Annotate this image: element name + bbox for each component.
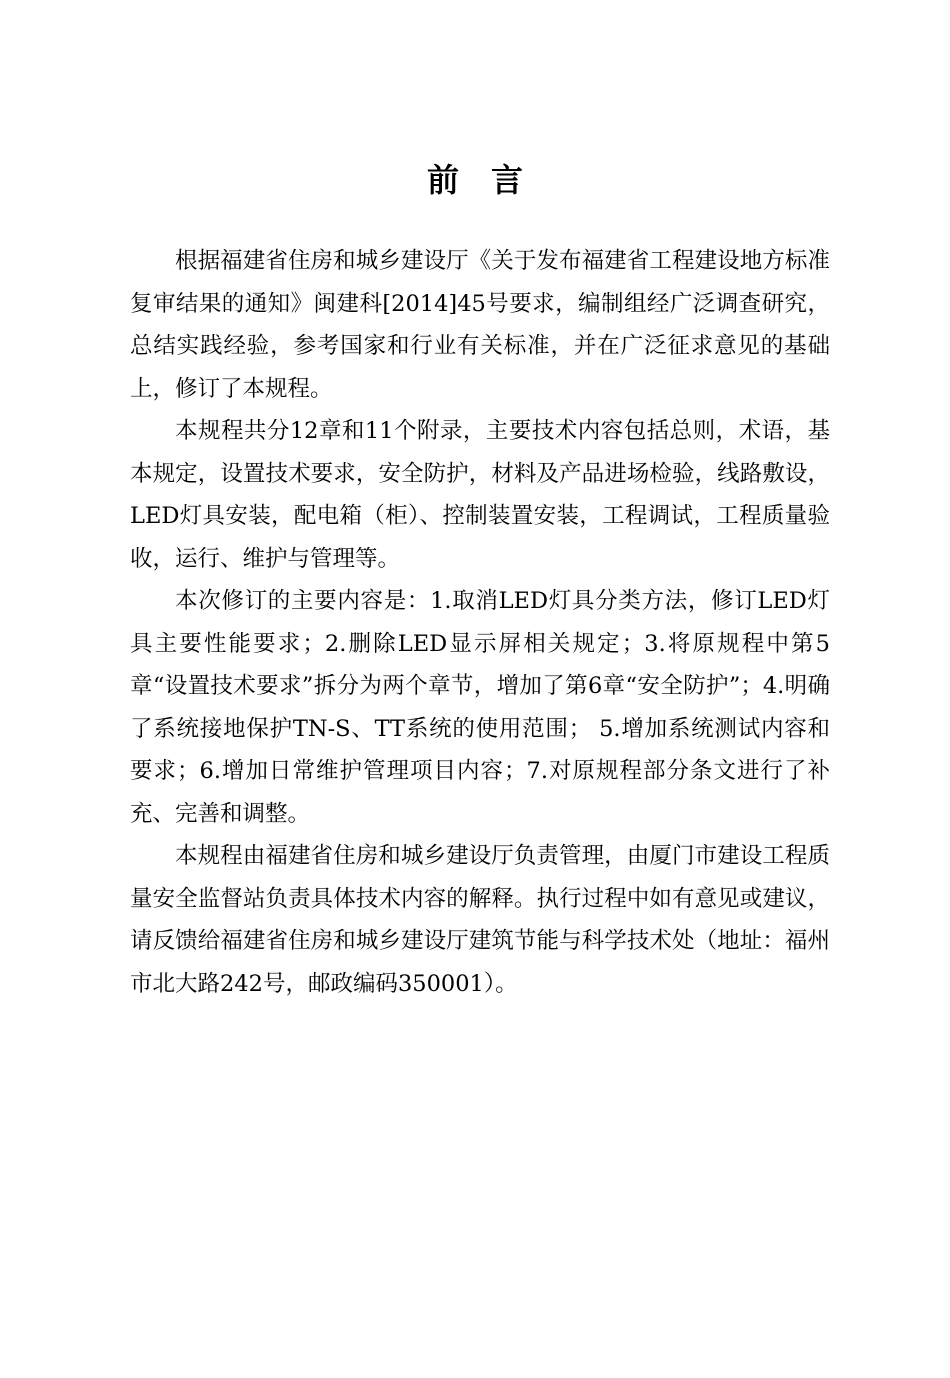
paragraph-revision-changes: 本次修订的主要内容是：1.取消LED灯具分类方法，修订LED灯具主要性能要求；2.删除LED显示屏相关规定；3.将原规程中第5章“设置技术要求”拆分为两个章节，增加了第6章“安全防护”；4.明确了系统接地保护TN-S、TT系统的使用范围； 5.增加系统测试内容和要求；6.增加日常维护管理项目内容；7.对原规程部分条文进行了补充、完善和调整。 [130,588,830,827]
paragraph-revision-basis: 根据福建省住房和城乡建设厅《关于发布福建省工程建设地方标准复审结果的通知》闽建科[2014]45号要求，编制组经广泛调查研究，总结实践经验，参考国家和行业有关标准，并在广泛征求意见的基础上，修订了本规程。 [130,248,830,402]
preface-body [130,240,830,1005]
paragraph-technical-contents: 本规程共分12章和11个附录，主要技术内容包括总则，术语，基本规定，设置技术要求，安全防护，材料及产品进场检验，线路敷设，LED灯具安装，配电箱（柜）、控制装置安装，工程调试，工程质量验收，运行、维护与管理等。 [130,418,830,572]
page-title: 前言 [426,161,555,199]
paragraph-management-contact: 本规程由福建省住房和城乡建设厅负责管理，由厦门市建设工程质量安全监督站负责具体技术内容的解释。执行过程中如有意见或建议，请反馈给福建省住房和城乡建设厅建筑节能与科学技术处（地址：福州市北大路242号，邮政编码350001）。 [130,843,830,997]
